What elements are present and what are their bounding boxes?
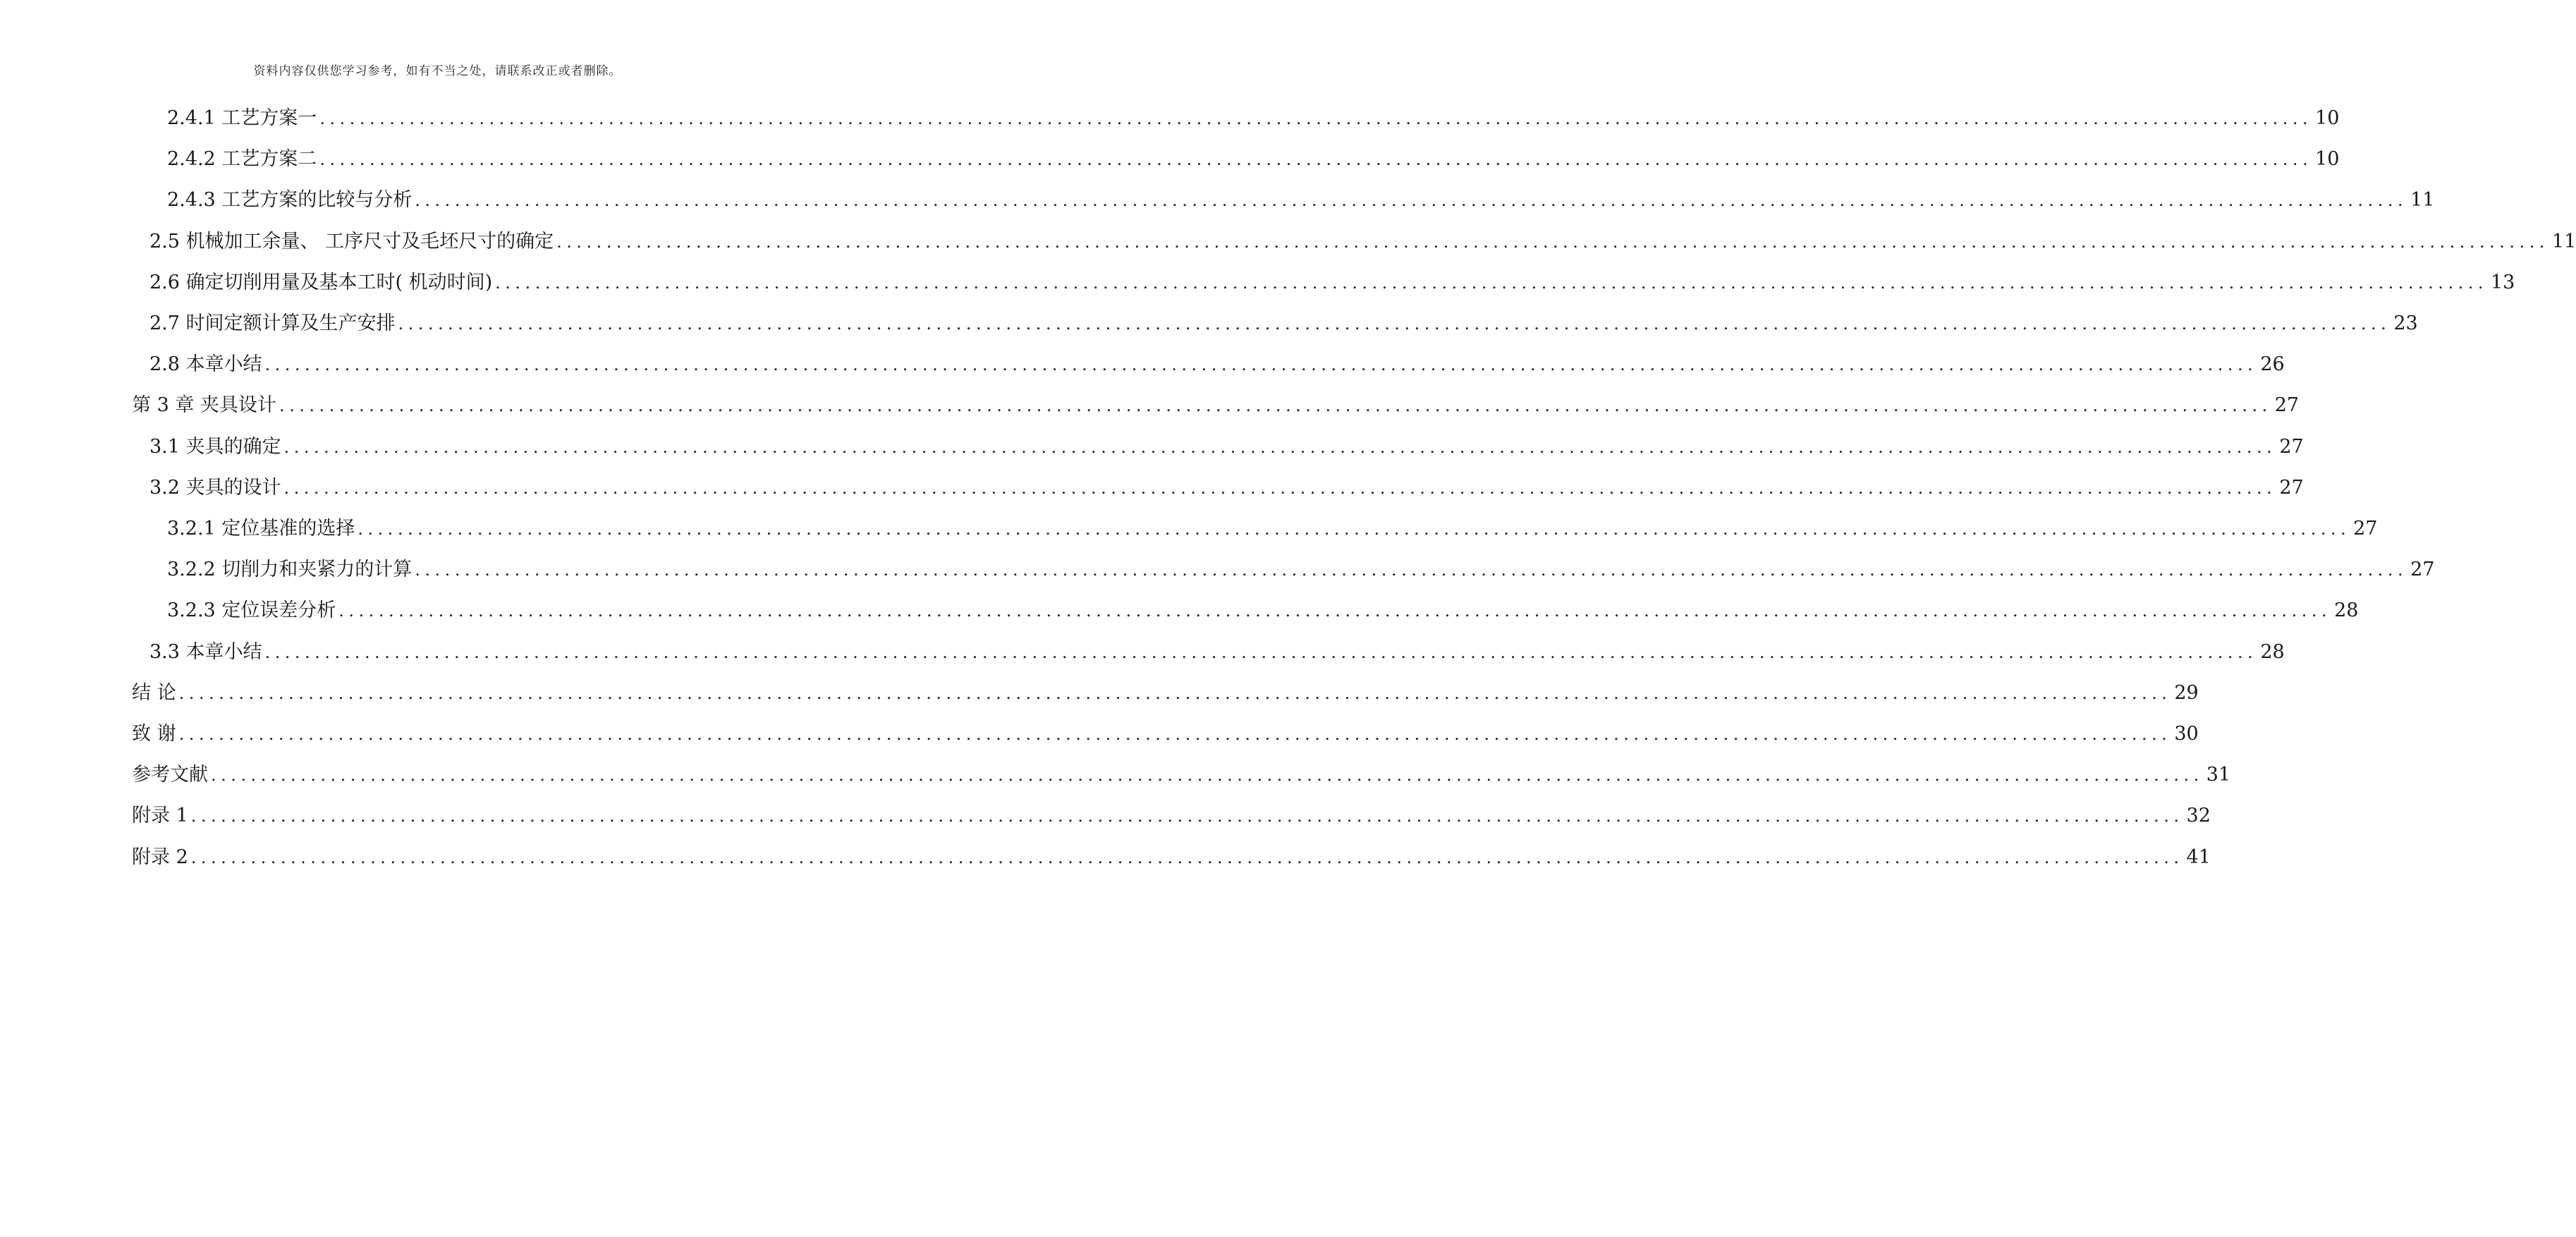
toc-entry-page: 27 <box>2279 476 2304 499</box>
toc-leader-dots: ........................................................................................................................................................................................................ <box>178 683 2172 703</box>
toc-entry-page: 10 <box>2315 107 2340 129</box>
toc-leader-dots: ........................................................................................................................................................................................................ <box>495 272 2488 293</box>
toc-leader-dots: ........................................................................................................................................................................................................ <box>415 190 2408 211</box>
toc-entry[interactable] <box>167 104 2340 133</box>
toc-entry-page: 27 <box>2353 518 2378 540</box>
toc-entry-title: 附录 1 <box>132 805 188 827</box>
toc-leader-dots: ........................................................................................................................................................................................................ <box>283 477 2277 498</box>
toc-leader-dots: ........................................................................................................................................................................................................ <box>319 150 2313 170</box>
toc-entry[interactable] <box>167 556 2435 584</box>
toc-leader-dots: ........................................................................................................................................................................................................ <box>283 437 2277 457</box>
toc-leader-dots: ........................................................................................................................................................................................................ <box>415 560 2408 580</box>
toc-leader-dots: ........................................................................................................................................................................................................ <box>190 847 2184 867</box>
toc-entry-page: 27 <box>2279 435 2304 458</box>
toc-entry-page: 10 <box>2315 148 2340 171</box>
toc-entry[interactable] <box>167 186 2435 214</box>
toc-entry-page: 30 <box>2174 723 2199 745</box>
toc-entry-title: 附录 2 <box>132 846 188 868</box>
toc-entry[interactable] <box>132 720 2199 748</box>
toc-entry-page: 26 <box>2260 353 2285 376</box>
toc-entry-page: 32 <box>2186 805 2211 827</box>
toc-entry[interactable] <box>167 515 2378 543</box>
toc-entry[interactable] <box>132 761 2231 789</box>
toc-entry[interactable] <box>149 228 2576 256</box>
page-header-notice: 资料内容仅供您学习参考，如有不当之处，请联系改正或者删除。 <box>253 64 622 78</box>
toc-leader-dots: ........................................................................................................................................................................................................ <box>264 642 2258 662</box>
toc-entry-page: 27 <box>2410 559 2435 581</box>
toc-entry[interactable] <box>132 679 2199 707</box>
toc-entry-title: 3.2.2 切削力和夹紧力的计算 <box>167 559 413 581</box>
toc-entry-page: 11 <box>2410 189 2435 212</box>
toc-leader-dots: ........................................................................................................................................................................................................ <box>264 355 2258 375</box>
toc-entry-title: 3.3 本章小结 <box>149 640 262 663</box>
toc-entry-page: 11 <box>2551 230 2576 252</box>
toc-entry-title: 2.7 时间定额计算及生产安排 <box>149 312 396 334</box>
toc-entry-title: 致 谢 <box>132 723 176 745</box>
toc-entry-title: 结 论 <box>132 681 176 704</box>
toc-entry[interactable] <box>149 474 2304 502</box>
toc-entry-page: 13 <box>2490 271 2515 293</box>
toc-entry-title: 2.4.1 工艺方案一 <box>167 107 317 129</box>
toc-entry-page: 27 <box>2274 394 2300 417</box>
toc-leader-dots: ........................................................................................................................................................................................................ <box>279 396 2272 416</box>
toc-leader-dots: ........................................................................................................................................................................................................ <box>319 109 2313 128</box>
toc-leader-dots: ........................................................................................................................................................................................................ <box>190 806 2184 827</box>
toc-entry-title: 2.6 确定切削用量及基本工时( 机动时间) <box>149 271 493 293</box>
toc-entry[interactable] <box>149 433 2304 461</box>
toc-leader-dots: ........................................................................................................................................................................................................ <box>556 231 2549 252</box>
toc-entry-title: 3.1 夹具的确定 <box>149 435 281 458</box>
toc-entry-title: 2.8 本章小结 <box>149 353 262 376</box>
toc-entry[interactable] <box>149 638 2285 666</box>
toc-entry[interactable] <box>132 391 2300 420</box>
toc-entry-title: 3.2 夹具的设计 <box>149 476 281 499</box>
toc-leader-dots: ........................................................................................................................................................................................................ <box>178 724 2172 744</box>
toc-entry-page: 29 <box>2174 681 2199 704</box>
toc-entry-page: 41 <box>2186 846 2211 868</box>
toc-entry-title: 2.4.2 工艺方案二 <box>167 148 317 171</box>
toc-entry-title: 第 3 章 夹具设计 <box>132 394 276 417</box>
toc-leader-dots: ........................................................................................................................................................................................................ <box>211 765 2204 786</box>
toc-leader-dots: ........................................................................................................................................................................................................ <box>358 519 2351 539</box>
toc-entry-page: 23 <box>2393 312 2418 334</box>
toc-entry[interactable] <box>149 269 2515 297</box>
toc-entry-title: 2.5 机械加工余量、 工序尺寸及毛坯尺寸的确定 <box>149 230 554 252</box>
toc-entry-title: 3.2.3 定位误差分析 <box>167 599 336 622</box>
toc-entry-page: 28 <box>2260 640 2285 663</box>
toc-entry[interactable] <box>132 802 2211 830</box>
toc-entry[interactable] <box>149 351 2285 379</box>
toc-entry-title: 参考文献 <box>132 764 208 786</box>
toc-entry[interactable] <box>167 145 2340 173</box>
toc-leader-dots: ........................................................................................................................................................................................................ <box>398 314 2391 334</box>
toc-entry-page: 31 <box>2206 764 2231 786</box>
toc-entry-title: 3.2.1 定位基准的选择 <box>167 518 355 540</box>
toc-entry[interactable] <box>149 310 2418 338</box>
toc-entry-title: 2.4.3 工艺方案的比较与分析 <box>167 189 413 212</box>
toc-leader-dots: ........................................................................................................................................................................................................ <box>338 601 2332 621</box>
toc-entry[interactable] <box>167 597 2359 625</box>
toc-entry[interactable] <box>132 843 2211 872</box>
toc-entry-page: 28 <box>2334 599 2359 622</box>
